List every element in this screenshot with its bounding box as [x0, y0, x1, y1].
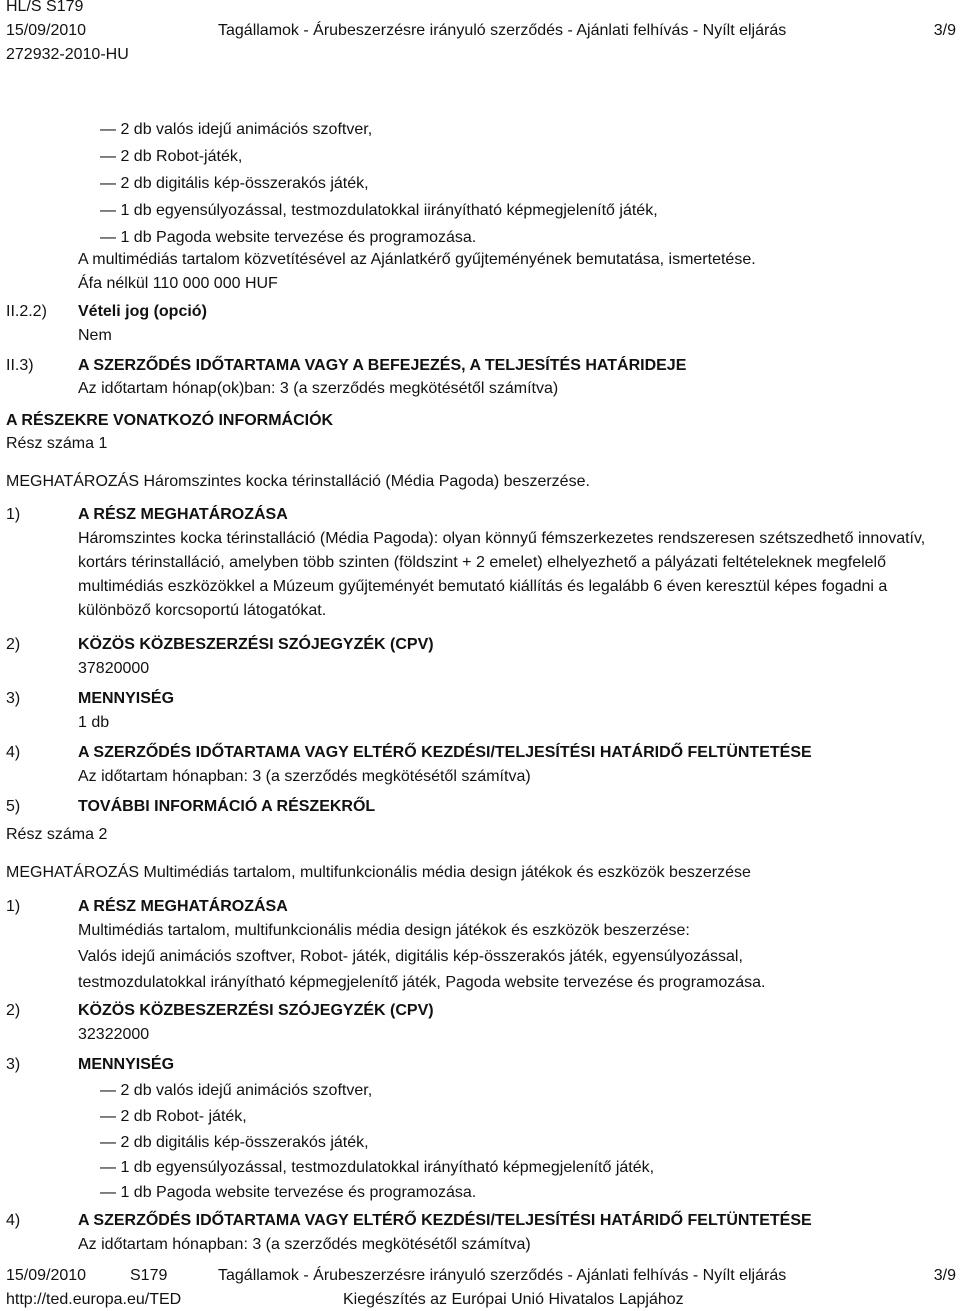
item-heading: MENNYISÉG: [78, 1056, 175, 1073]
header-date: 15/09/2010: [6, 22, 87, 39]
description-line: Valós idejű animációs szoftver, Robot- játék, digitális kép-összerakós játék, egyensúlyozással,: [78, 948, 743, 965]
item-number: 2): [6, 1002, 21, 1019]
list-item: — 1 db Pagoda website tervezése és programozása.: [100, 229, 477, 246]
part-description: Háromszintes kocka térinstalláció (Média Pagoda): olyan könnyű fémszerkezetes rendszeresen szétszedhető innovatív, kortárs térinstalláció, amelyben több szinten (földszint + 2 emelet) elhelyezhető a pályázati feltételeknek megfelelő multimédiás eszközökkel a Múzeum gyűjteményét bemutató kiállítás és legalább 6 éven keresztül képes fogadni a különböző korcsoportú látogatókat.: [78, 530, 926, 619]
cpv-code: 37820000: [78, 660, 150, 677]
list-item: — 2 db valós idejű animációs szoftver,: [100, 121, 373, 138]
option-value: Nem: [78, 327, 112, 344]
footer-title: Tagállamok - Árubeszerzésre irányuló szerződés - Ajánlati felhívás - Nyílt eljárás: [218, 1267, 787, 1284]
item-number: 4): [6, 744, 21, 761]
page-header: [0, 0, 960, 70]
cpv-code: 32322000: [78, 1026, 150, 1043]
part-title: Rész száma 1: [6, 435, 108, 452]
part-title: Rész száma 2: [6, 826, 108, 843]
header-page-number: 3/9: [933, 22, 956, 39]
page-footer: [0, 1262, 960, 1311]
description-line: Multimédiás tartalom, multifunkcionális média design játékok és eszközök beszerzése:: [78, 922, 690, 939]
item-number: 5): [6, 798, 21, 815]
header-title: Tagállamok - Árubeszerzésre irányuló szerződés - Ajánlati felhívás - Nyílt eljárás: [218, 22, 787, 39]
section-heading: Vételi jog (opció): [78, 303, 207, 320]
duration-text: Az időtartam hónapban: 3 (a szerződés megkötésétől számítva): [78, 1236, 531, 1253]
list-item: — 2 db Robot- játék,: [100, 1108, 247, 1125]
footer-url-link[interactable]: http://ted.europa.eu/TED: [6, 1291, 182, 1308]
item-heading: MENNYISÉG: [78, 690, 175, 707]
quantity-value: 1 db: [78, 714, 110, 731]
footer-issue: S179: [130, 1267, 168, 1284]
part-definition: MEGHATÁROZÁS Multimédiás tartalom, multifunkcionális média design játékok és eszközök beszerzése: [6, 864, 751, 881]
item-heading: A SZERZŐDÉS IDŐTARTAMA VAGY ELTÉRŐ KEZDÉSI/TELJESÍTÉSI HATÁRIDŐ FELTÜNTETÉSE: [78, 1212, 812, 1229]
item-heading: A SZERZŐDÉS IDŐTARTAMA VAGY ELTÉRŐ KEZDÉSI/TELJESÍTÉSI HATÁRIDŐ FELTÜNTETÉSE: [78, 744, 812, 761]
list-item: — 1 db egyensúlyozással, testmozdulatokkal irányítható képmegjelenítő játék,: [100, 1159, 655, 1176]
section-label: II.3): [6, 357, 34, 374]
list-item: — 1 db egyensúlyozással, testmozdulatokkal iirányítható képmegjelenítő játék,: [100, 202, 658, 219]
item-number: 2): [6, 636, 21, 653]
header-series: HL/S S179: [6, 0, 84, 15]
duration-text: Az időtartam hónapban: 3 (a szerződés megkötésétől számítva): [78, 768, 531, 785]
item-number: 3): [6, 690, 21, 707]
description-line: testmozdulatokkal irányítható képmegjelenítő játék, Pagoda website tervezése és programozása.: [78, 974, 766, 991]
vat-amount-text: Áfa nélkül 110 000 000 HUF: [78, 275, 278, 292]
item-heading: KÖZÖS KÖZBESZERZÉSI SZÓJEGYZÉK (CPV): [78, 1002, 434, 1019]
footer-supplement: Kiegészítés az Európai Unió Hivatalos Lapjához: [343, 1291, 684, 1308]
item-heading: A RÉSZ MEGHATÁROZÁSA: [78, 506, 288, 523]
duration-text: Az időtartam hónap(ok)ban: 3 (a szerződés megkötésétől számítva): [78, 380, 559, 397]
item-number: 4): [6, 1212, 21, 1229]
section-heading: A SZERZŐDÉS IDŐTARTAMA VAGY A BEFEJEZÉS, A TELJESÍTÉS HATÁRIDEJE: [78, 357, 687, 374]
item-heading: KÖZÖS KÖZBESZERZÉSI SZÓJEGYZÉK (CPV): [78, 636, 434, 653]
item-number: 1): [6, 898, 21, 915]
section-label: II.2.2): [6, 303, 47, 320]
parts-heading: A RÉSZEKRE VONATKOZÓ INFORMÁCIÓK: [6, 412, 334, 429]
footer-page-number: 3/9: [933, 1267, 956, 1284]
list-item: — 2 db Robot-játék,: [100, 148, 243, 165]
list-item: — 2 db digitális kép-összerakós játék,: [100, 175, 369, 192]
list-item: — 1 db Pagoda website tervezése és programozása.: [100, 1184, 477, 1201]
multimedia-text: A multimédiás tartalom közvetítésével az Ajánlatkérő gyűjteményének bemutatása, ismertetése.: [78, 251, 756, 268]
list-item: — 2 db valós idejű animációs szoftver,: [100, 1082, 373, 1099]
list-item: — 2 db digitális kép-összerakós játék,: [100, 1134, 369, 1151]
item-number: 3): [6, 1056, 21, 1073]
item-heading: A RÉSZ MEGHATÁROZÁSA: [78, 898, 288, 915]
part-definition: MEGHATÁROZÁS Háromszintes kocka térinstalláció (Média Pagoda) beszerzése.: [6, 473, 590, 490]
footer-date: 15/09/2010: [6, 1267, 87, 1284]
item-number: 1): [6, 506, 21, 523]
item-heading: TOVÁBBI INFORMÁCIÓ A RÉSZEKRŐL: [78, 798, 376, 815]
header-document-id: 272932-2010-HU: [6, 46, 129, 63]
